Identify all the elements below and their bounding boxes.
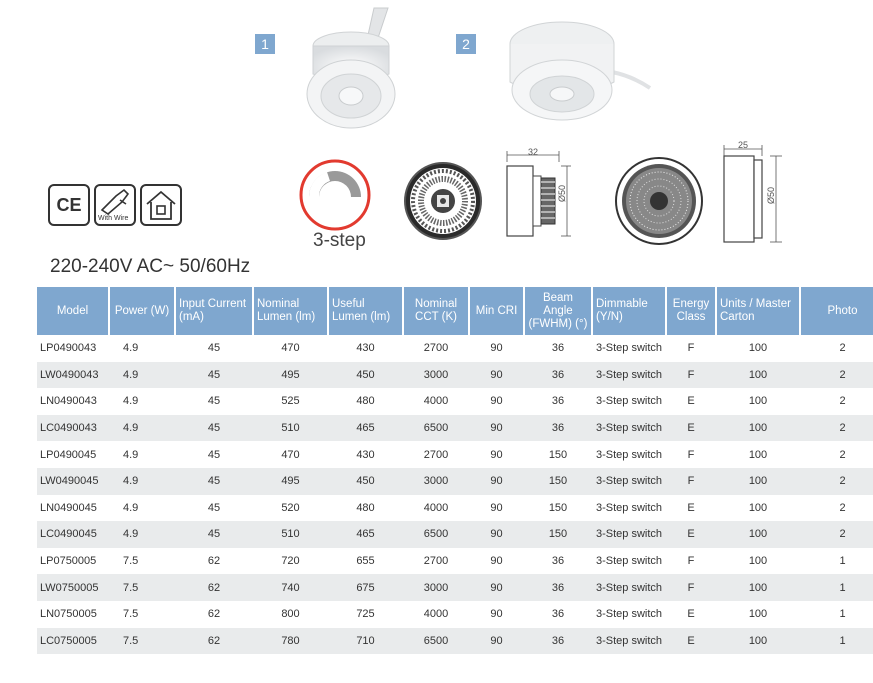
cell-photo: 1 [839,608,846,621]
header-nominal-lumen: Nominal Lumen (lm) [253,287,328,335]
cell-model: LW0490045 [37,468,109,495]
front-view-2 [613,155,705,247]
cell-useful-lumen: 480 [356,395,375,408]
cell-nominal-lumen: 780 [253,628,328,655]
cell-dimmable: 3-Step switch [592,574,666,601]
cell-model: LP0750005 [40,555,97,568]
cell-energy-class: E [687,395,695,408]
cell-power: 7.5 [123,555,139,568]
cell-beam-angle: 36 [524,574,592,601]
cell-model: LN0490045 [40,501,97,514]
cell-input-current: 45 [175,521,253,548]
cell-beam-angle: 150 [524,521,592,548]
photo1-diameter-dim: Ø50 [557,184,567,202]
cell-nominal-lumen: 525 [281,395,300,408]
photo-number-1: 1 [255,34,275,54]
cell-power: 7.5 [109,574,175,601]
table-row [37,335,873,362]
cell-power: 4.9 [123,501,139,514]
header-nominal-cct: Nominal CCT (K) [403,287,469,335]
cell-power: 7.5 [109,628,175,655]
cell-units-carton: 100 [748,448,768,461]
photo2-height-dim: 25 [738,140,749,150]
cell-dimmable: 3-Step switch [592,521,666,548]
table-row [37,574,873,601]
cell-model: LN0750005 [40,608,97,621]
cell-units-carton: 100 [716,362,800,389]
table-row [37,468,873,495]
cell-nominal-cct: 6500 [403,415,469,442]
cell-beam-angle: 36 [551,608,565,621]
cell-power: 4.9 [109,468,175,495]
cell-nominal-lumen: 470 [281,342,300,355]
side-view-2 [712,142,792,248]
photo-number-2: 2 [456,34,476,54]
with-wire-label: With Wire [98,215,129,222]
cell-model: LN0490043 [40,395,97,408]
cell-power: 4.9 [123,395,139,408]
header-model: Model [37,287,109,335]
cell-useful-lumen: 655 [356,555,375,568]
cell-nominal-cct: 3000 [403,362,469,389]
cell-min-cri: 90 [490,342,503,355]
cell-units-carton: 100 [748,501,768,514]
cell-dimmable: 3-Step switch [595,342,663,355]
cell-model: LW0490043 [37,362,109,389]
cell-useful-lumen: 465 [328,521,403,548]
cell-min-cri: 90 [490,501,503,514]
step-dimming-icon [297,157,373,233]
cell-beam-angle: 150 [524,468,592,495]
header-photo: Photo [800,287,873,335]
cell-nominal-cct: 2700 [423,342,449,355]
cell-useful-lumen: 675 [328,574,403,601]
spec-table [37,287,873,654]
cell-beam-angle: 36 [524,628,592,655]
cell-dimmable: 3-Step switch [592,415,666,442]
cell-power: 4.9 [123,448,139,461]
cell-units-carton: 100 [716,628,800,655]
cell-input-current: 45 [207,448,221,461]
cell-nominal-cct: 3000 [403,468,469,495]
cell-beam-angle: 36 [551,395,565,408]
cell-power: 7.5 [123,608,139,621]
cell-beam-angle: 36 [551,342,565,355]
cell-dimmable: 3-Step switch [595,501,663,514]
cell-min-cri: 90 [490,608,503,621]
cell-energy-class: F [666,468,716,495]
cell-input-current: 45 [175,468,253,495]
cell-nominal-lumen: 720 [281,555,300,568]
table-row [37,495,873,522]
cell-model: LC0490045 [37,521,109,548]
cell-nominal-lumen: 800 [281,608,300,621]
cell-useful-lumen: 725 [356,608,375,621]
cell-units-carton: 100 [748,555,768,568]
cell-photo: 2 [800,362,873,389]
cell-units-carton: 100 [748,608,768,621]
table-row [37,628,873,655]
cell-useful-lumen: 465 [328,415,403,442]
photo2-diameter-dim: Ø50 [766,186,776,204]
cell-min-cri: 90 [469,574,524,601]
cell-useful-lumen: 480 [356,501,375,514]
cell-dimmable: 3-Step switch [592,468,666,495]
step-dimming-label: 3-step [313,230,366,251]
cell-input-current: 62 [175,574,253,601]
cell-model: LP0490043 [40,342,97,355]
cell-photo: 2 [839,395,846,408]
cell-dimmable: 3-Step switch [592,628,666,655]
cell-photo: 1 [800,628,873,655]
indoor-use-icon [140,184,182,226]
cell-model: LW0750005 [37,574,109,601]
table-row [37,388,873,415]
cell-nominal-cct: 6500 [403,521,469,548]
cell-input-current: 62 [207,555,221,568]
cell-min-cri: 90 [469,468,524,495]
cell-min-cri: 90 [469,628,524,655]
cell-photo: 1 [800,574,873,601]
cell-min-cri: 90 [469,521,524,548]
cell-input-current: 45 [207,395,221,408]
cell-nominal-lumen: 510 [253,521,328,548]
cell-min-cri: 90 [469,415,524,442]
cell-nominal-cct: 4000 [423,501,449,514]
cell-input-current: 62 [175,628,253,655]
cell-dimmable: 3-Step switch [595,555,663,568]
cell-min-cri: 90 [490,555,503,568]
cell-units-carton: 100 [748,342,768,355]
front-view-1 [402,160,484,242]
cell-nominal-lumen: 470 [281,448,300,461]
cell-nominal-lumen: 740 [253,574,328,601]
cell-photo: 2 [800,415,873,442]
cell-power: 4.9 [123,342,139,355]
cell-photo: 2 [839,448,846,461]
cell-beam-angle: 36 [524,362,592,389]
cell-nominal-lumen: 510 [253,415,328,442]
cell-nominal-cct: 4000 [423,395,449,408]
cell-input-current: 62 [207,608,221,621]
cell-model: LC0490043 [37,415,109,442]
cell-energy-class: F [666,574,716,601]
cell-energy-class: E [666,628,716,655]
product-photo-2 [502,10,652,130]
cell-dimmable: 3-Step switch [595,448,663,461]
header-units-carton: Units / Master Carton [716,287,800,335]
table-row [37,548,873,575]
cell-units-carton: 100 [748,395,768,408]
cell-energy-class: F [687,448,695,461]
table-header-row [37,287,873,335]
cell-nominal-cct: 6500 [403,628,469,655]
cell-useful-lumen: 430 [356,342,375,355]
table-row [37,521,873,548]
cell-nominal-cct: 3000 [403,574,469,601]
cell-energy-class: E [687,608,695,621]
table-row [37,441,873,468]
certification-icons [48,184,182,226]
cell-nominal-lumen: 520 [281,501,300,514]
table-row [37,601,873,628]
cell-photo: 1 [839,555,846,568]
cell-units-carton: 100 [716,415,800,442]
side-view-1 [493,148,583,248]
cell-model: LP0490045 [40,448,97,461]
cell-min-cri: 90 [469,362,524,389]
cell-energy-class: F [666,362,716,389]
header-beam-angle: Beam Angle (FWHM) (°) [524,287,592,335]
cell-beam-angle: 150 [548,501,568,514]
product-photo-1 [296,4,406,134]
cell-useful-lumen: 430 [356,448,375,461]
header-dimmable: Dimmable (Y/N) [592,287,666,335]
cell-useful-lumen: 710 [328,628,403,655]
cell-photo: 2 [800,468,873,495]
cell-power: 4.9 [109,362,175,389]
cell-nominal-lumen: 495 [253,468,328,495]
header-power: Power (W) [109,287,175,335]
cell-nominal-cct: 2700 [423,448,449,461]
cell-min-cri: 90 [490,448,503,461]
cell-units-carton: 100 [716,468,800,495]
table-row [37,362,873,389]
cell-power: 4.9 [109,415,175,442]
cell-input-current: 45 [175,362,253,389]
with-wire-icon [94,184,136,226]
cell-nominal-cct: 4000 [423,608,449,621]
cell-energy-class: F [687,342,695,355]
ce-mark-text: CE [56,194,82,215]
cell-nominal-cct: 2700 [423,555,449,568]
cell-photo: 2 [800,521,873,548]
cell-energy-class: E [666,415,716,442]
cell-units-carton: 100 [716,521,800,548]
cell-power: 4.9 [109,521,175,548]
cell-model: LC0750005 [37,628,109,655]
cell-energy-class: F [687,555,695,568]
header-input-current: Input Current (mA) [175,287,253,335]
header-useful-lumen: Useful Lumen (lm) [328,287,403,335]
cell-nominal-lumen: 495 [253,362,328,389]
cell-photo: 2 [839,501,846,514]
cell-input-current: 45 [175,415,253,442]
header-energy-class: Energy Class [666,287,716,335]
table-row [37,415,873,442]
cell-energy-class: E [687,501,695,514]
cell-units-carton: 100 [716,574,800,601]
header-min-cri: Min CRI [469,287,524,335]
cell-useful-lumen: 450 [328,362,403,389]
cell-dimmable: 3-Step switch [595,395,663,408]
photo1-height-dim: 32 [528,147,539,157]
voltage-rating: 220-240V AC~ 50/60Hz [50,256,251,277]
cell-input-current: 45 [207,501,221,514]
cell-input-current: 45 [207,342,221,355]
cell-min-cri: 90 [490,395,503,408]
cell-dimmable: 3-Step switch [595,608,663,621]
cell-useful-lumen: 450 [328,468,403,495]
cell-beam-angle: 36 [524,415,592,442]
ce-mark-icon [48,184,90,226]
cell-beam-angle: 150 [548,448,568,461]
cell-energy-class: E [666,521,716,548]
cell-beam-angle: 36 [551,555,565,568]
cell-photo: 2 [839,342,846,355]
cell-dimmable: 3-Step switch [592,362,666,389]
